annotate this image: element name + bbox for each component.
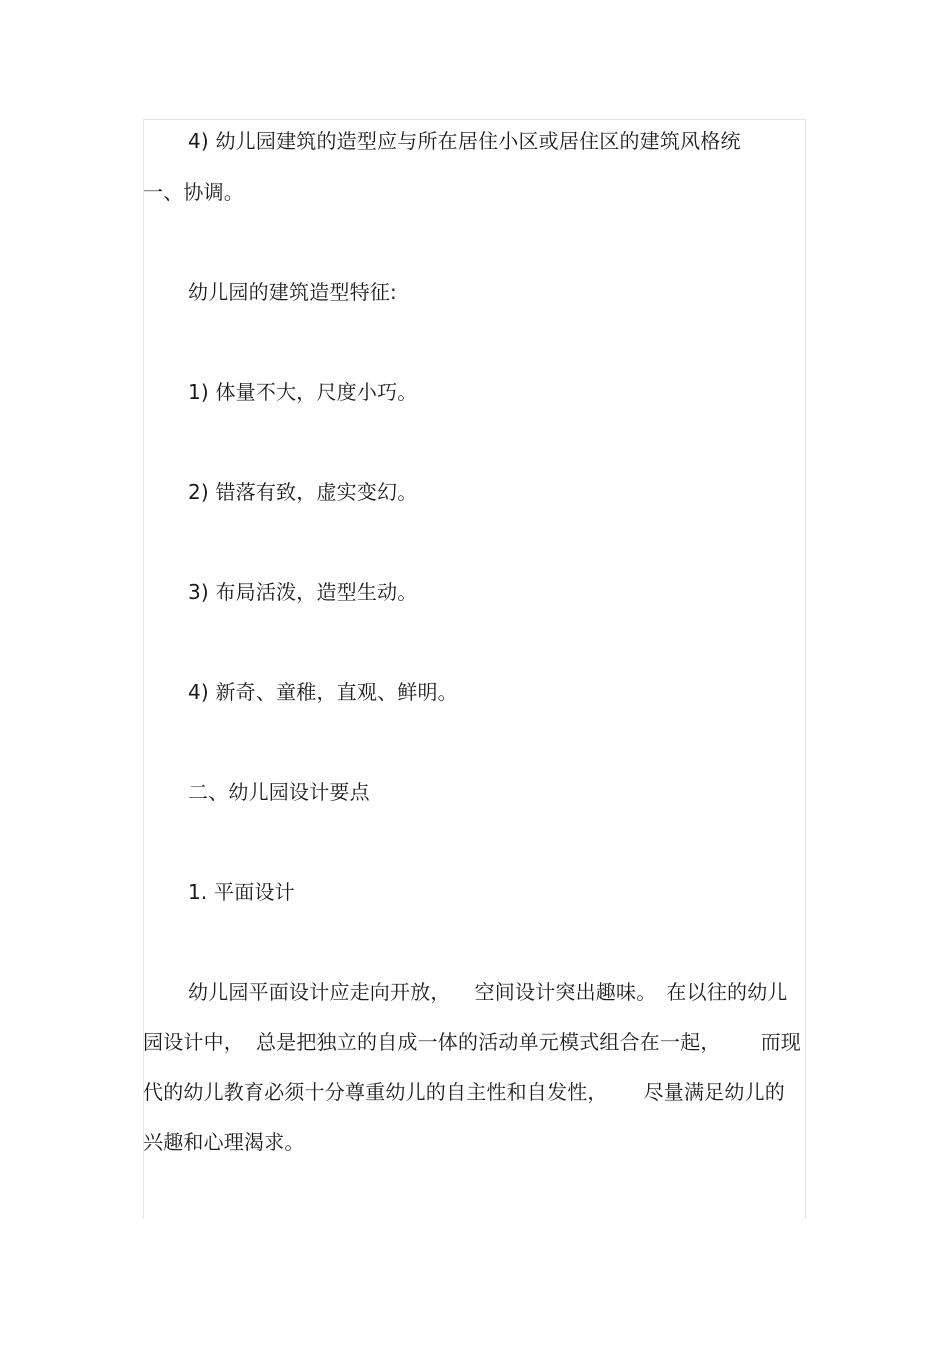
text-segment: 空间设计突出趣味。 [474,980,657,1004]
feature-item: 1) 体量不大，尺度小巧。 [188,380,418,404]
paragraph-line [143,1079,785,1105]
text-segment: 在以往的幼儿 [666,980,788,1004]
subsection-title: 1. 平面设计 [188,880,295,904]
text-segment: 总是把独立的自成一体的活动单元模式组合在一起， [256,1030,721,1054]
text-segment: 尽量满足幼儿的 [643,1080,786,1104]
text-segment: 幼儿园平面设计应走向开放， [188,980,451,1004]
paragraph-line: 一、协调。 [143,180,244,204]
text-segment: 而现 [760,1030,802,1054]
feature-item: 4) 新奇、童稚，直观、鲜明。 [188,680,458,704]
paragraph-line [143,1029,801,1055]
feature-item: 2) 错落有致，虚实变幻。 [188,480,418,504]
section-title: 二、幼儿园设计要点 [188,780,370,804]
feature-item: 3) 布局活泼，造型生动。 [188,580,418,604]
text-segment: 代的幼儿教育必须十分尊重幼儿的自主性和自发性， [143,1080,608,1104]
features-heading: 幼儿园的建筑造型特征: [188,280,397,304]
text-segment: 园设计中， [143,1030,244,1054]
paragraph-line: 4) 幼儿园建筑的造型应与所在居住小区或居住区的建筑风格统 [188,129,741,153]
paragraph-line [188,979,788,1005]
paragraph-line: 兴趣和心理渴求。 [143,1130,305,1154]
